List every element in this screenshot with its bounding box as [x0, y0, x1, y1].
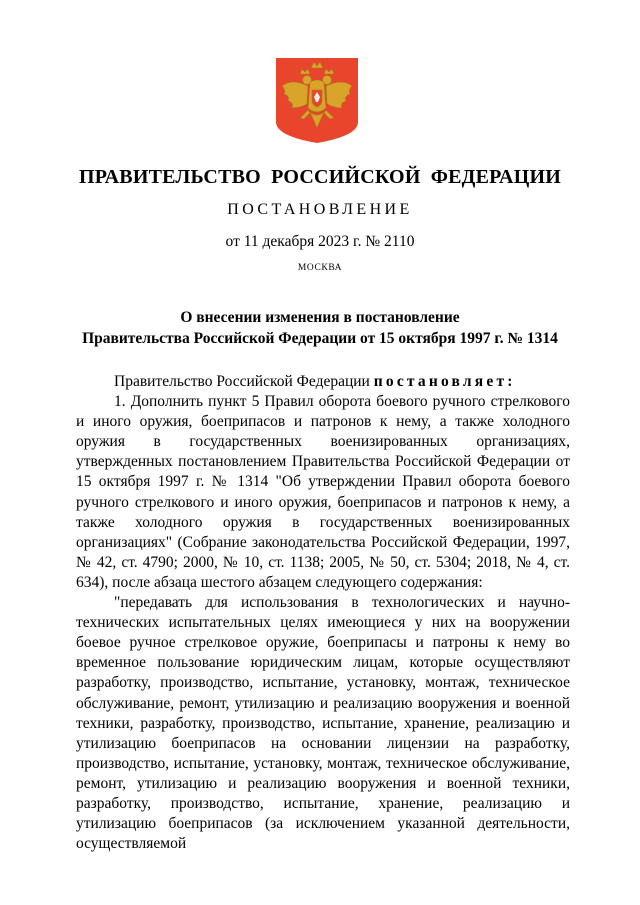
decree-intro-text: Правительство Российской Федерации: [114, 373, 374, 390]
document-date-number: от 11 декабря 2023 г. № 2110: [225, 233, 415, 250]
decree-intro: [76, 372, 570, 392]
government-title: ПРАВИТЕЛЬСТВО РОССИЙСКОЙ ФЕДЕРАЦИИ: [79, 166, 561, 188]
subject-line-1: О внесении изменения в постановление: [180, 309, 460, 326]
document-type: ПОСТАНОВЛЕНИЕ: [227, 201, 413, 218]
russian-coat-of-arms-icon: [274, 56, 360, 144]
paragraph-2: "передавать для использования в технологических и научно-технических испытательных целях имеющиеся у них на вооружении боевое ручное стрелковое оружие, боеприпасы и патроны к нему во временное пользование юридическим лицам, которые осуществляют разработку, производство, испытание, установку, монтаж, техническое обслуживание, ремонт, утилизацию и реализацию вооружения и военной техники, разработку, производство, испытание, хранение, реализацию и утилизацию боеприпасов на основании лицензии на разработку, производство, испытание, установку, монтаж, техническое обслуживание, ремонт, утилизацию и реализацию вооружения и военной техники, разработку, производство, испытание, хранение, реализацию и утилизацию боеприпасов (за исключением указанной деятельности, осуществляемой: [76, 594, 570, 853]
decree-verb: постановляет:: [373, 373, 516, 390]
document-subject: [0, 307, 640, 349]
paragraph-1: 1. Дополнить пункт 5 Правил оборота боевого ручного стрелкового и иного оружия, боеприпасов и патронов к нему, а также холодного оружия в государственных военизированных организациях, утвержденных постановлением Правительства Российской Федерации от 15 октября 1997 г. № 1314 "Об утверждении Правил оборота боевого ручного стрелкового и иного оружия, боеприпасов и патронов к нему, а также холодного оружия в государственных военизированных организациях" (Собрание законодательства Российской Федерации, 1997, № 42, ст. 4790; 2000, № 10, ст. 1138; 2005, № 50, ст. 5304; 2018, № 4, ст. 634), после абзаца шестого абзацем следующего содержания:: [76, 393, 570, 591]
document-body: [76, 372, 570, 854]
document-city: МОСКВА: [297, 263, 343, 273]
subject-line-2: Правительства Российской Федерации от 15 октября 1997 г. № 1314: [82, 330, 558, 347]
